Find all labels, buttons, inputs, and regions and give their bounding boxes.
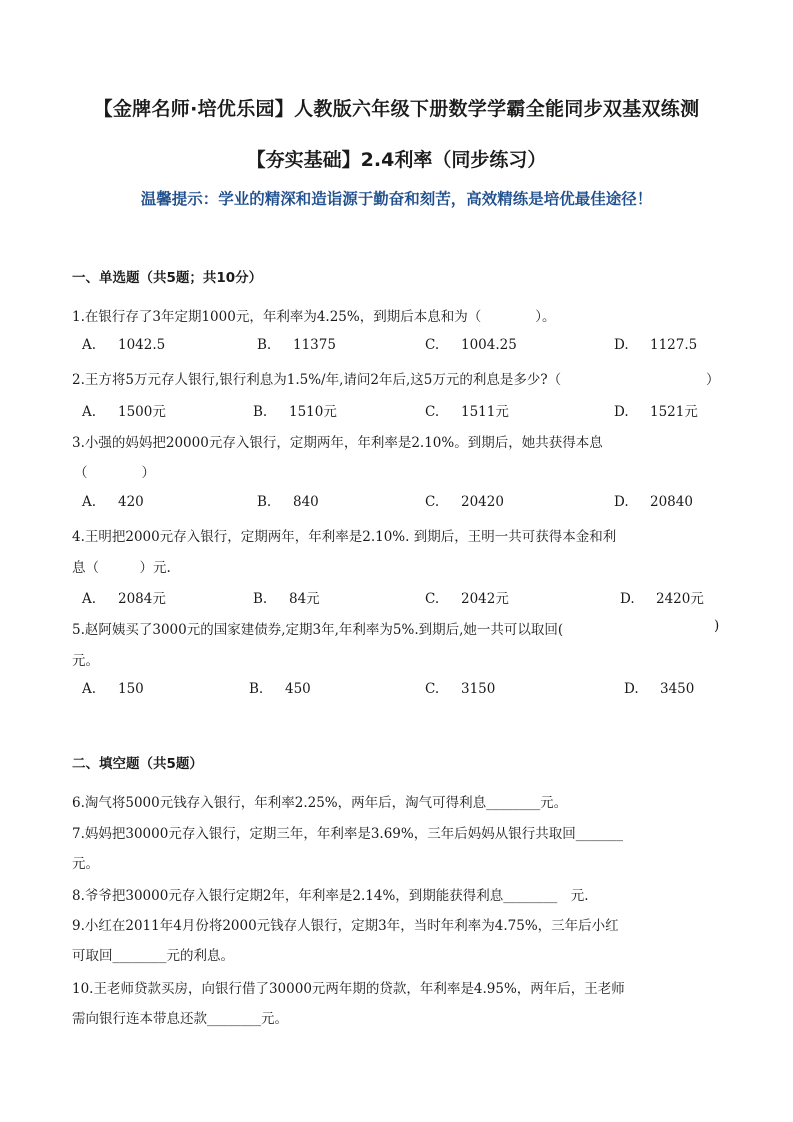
option-key: C.: [425, 681, 440, 697]
question-5-text-cont: 元。: [72, 653, 99, 669]
question-3-option-d: [614, 494, 693, 510]
question-5-option-c: [425, 681, 495, 697]
question-2-option-a: [82, 400, 166, 420]
question-2-option-d: [614, 400, 698, 420]
option-value: 11375: [293, 337, 336, 353]
question-4-option-d: [620, 587, 704, 607]
option-value: 150: [118, 681, 144, 697]
option-value: 1521元: [650, 404, 698, 420]
option-key: C.: [425, 337, 440, 353]
option-key: A.: [82, 404, 97, 420]
question-4-text-cont: 息（ ）元.: [72, 560, 171, 576]
question-5-closing-paren: ): [714, 618, 720, 634]
question-4-option-c: [425, 587, 509, 607]
question-4-text: 4.王明把2000元存入银行，定期两年，年利率是2.10%. 到期后，王明一共可获得本金和利: [72, 529, 617, 545]
option-value: 1500元: [118, 404, 166, 420]
option-key: C.: [425, 404, 440, 420]
option-key: C.: [425, 494, 440, 510]
option-value: 1510元: [289, 404, 337, 420]
question-7-text: 7.妈妈把30000元存入银行，定期三年，年利率是3.69%，三年后妈妈从银行共取回_______: [72, 826, 623, 842]
option-key: C.: [425, 591, 440, 607]
option-value: 84元: [289, 591, 320, 607]
question-2-text: 2.王方将5万元存人银行,银行利息为1.5%/年,请问2年后,这5万元的利息是多少?（: [72, 372, 562, 388]
question-10-text-cont: 需向银行连本带息还款________元。: [72, 1011, 288, 1027]
option-value: 1004.25: [461, 337, 517, 353]
tip-text: 温馨提示：学业的精深和造诣源于勤奋和刻苦，高效精练是培优最佳途径！: [140, 190, 653, 208]
question-5-option-d: [624, 681, 694, 697]
option-value: 3450: [660, 681, 695, 697]
section-heading-single-choice: 一、单选题（共5题；共10分）: [72, 270, 263, 286]
option-value: 1042.5: [118, 337, 166, 353]
question-4-option-b: [253, 587, 320, 607]
option-key: A.: [82, 337, 97, 353]
option-key: A.: [82, 591, 97, 607]
question-3-text: 3.小强的妈妈把20000元存入银行，定期两年，年利率是2.10%。到期后，她共获得本息: [72, 435, 603, 451]
question-3-option-b: [257, 494, 319, 510]
option-key: D.: [620, 591, 635, 607]
question-5-text: 5.赵阿姨买了3000元的国家建债券,定期3年,年利率为5%.到期后,她一共可以取回(: [72, 622, 564, 638]
option-key: D.: [614, 404, 629, 420]
question-3-text-cont: （ ）: [74, 465, 155, 481]
option-value: 450: [285, 681, 311, 697]
option-key: D.: [614, 337, 629, 353]
question-5-option-a: [82, 681, 144, 697]
question-2-option-c: [425, 400, 509, 420]
option-value: 420: [118, 494, 144, 510]
option-value: 1511元: [461, 404, 509, 420]
question-5-option-b: [249, 681, 311, 697]
option-key: D.: [614, 494, 629, 510]
question-2-option-b: [253, 400, 337, 420]
question-6-text: 6.淘气将5000元钱存入银行，年利率2.25%，两年后，淘气可得利息________元。: [72, 795, 568, 811]
question-1-option-d: [614, 337, 697, 353]
question-1-option-c: [425, 337, 517, 353]
question-2-closing-paren: ）: [706, 372, 720, 388]
option-value: 2420元: [656, 591, 704, 607]
option-value: 2084元: [118, 591, 166, 607]
option-key: A.: [82, 494, 97, 510]
option-key: B.: [257, 494, 272, 510]
question-3-option-c: [425, 494, 504, 510]
option-value: 3150: [461, 681, 496, 697]
document-title: 【金牌名师·培优乐园】人教版六年级下册数学学霸全能同步双基双练测: [93, 98, 700, 120]
question-9-text: 9.小红在2011年4月份将2000元钱存人银行，定期3年，当时年利率为4.75%，三年后小红: [72, 918, 619, 934]
option-value: 840: [293, 494, 319, 510]
question-10-text: 10.王老师贷款买房，向银行借了30000元两年期的贷款，年利率是4.95%，两年后，王老师: [72, 981, 625, 997]
document-subtitle: 【夯实基础】2.4利率（同步练习）: [246, 149, 547, 171]
option-key: A.: [82, 681, 97, 697]
question-1-option-a: [82, 337, 165, 353]
question-7-text-cont: 元。: [72, 856, 99, 872]
option-value: 1127.5: [650, 337, 698, 353]
option-key: D.: [624, 681, 639, 697]
question-4-option-a: [82, 587, 166, 607]
option-value: 2042元: [461, 591, 509, 607]
option-key: B.: [253, 404, 268, 420]
option-key: B.: [257, 337, 272, 353]
option-value: 20420: [461, 494, 504, 510]
section-heading-fill-in: 二、填空题（共5题）: [72, 756, 203, 772]
option-value: 20840: [650, 494, 693, 510]
option-key: B.: [253, 591, 268, 607]
question-8-text: 8.爷爷把30000元存入银行定期2年，年利率是2.14%，到期能获得利息________ 元.: [72, 888, 589, 904]
question-3-option-a: [82, 494, 144, 510]
question-1-option-b: [257, 337, 336, 353]
option-key: B.: [249, 681, 264, 697]
question-1-text: 1.在银行存了3年定期1000元，年利率为4.25%，到期后本息和为（ ）。: [72, 309, 556, 325]
question-9-text-cont: 可取回________元的利息。: [72, 948, 234, 964]
